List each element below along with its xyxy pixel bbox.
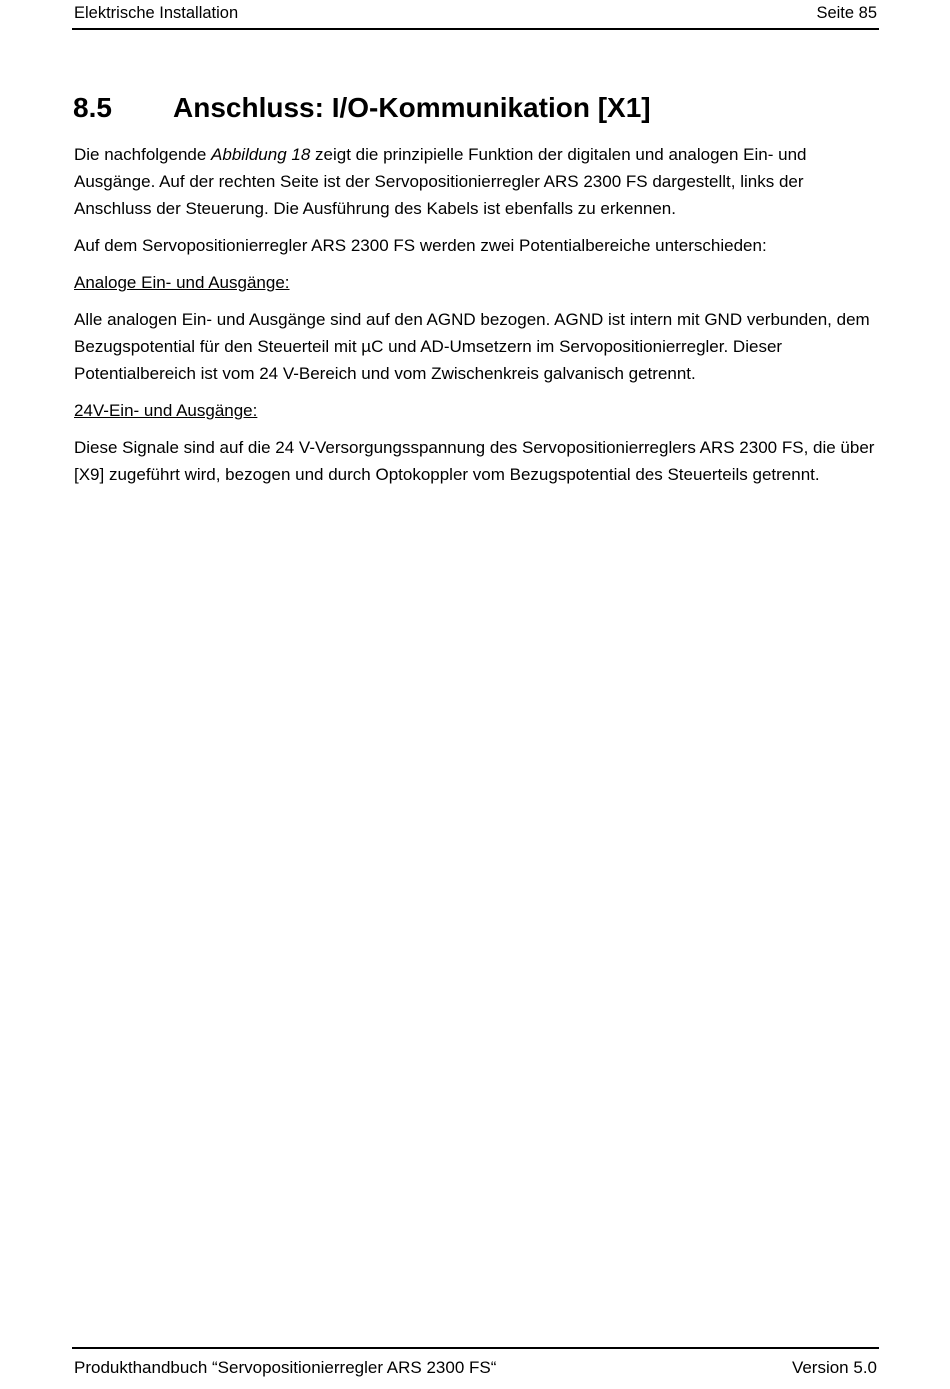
header-page-number: Seite 85	[816, 4, 877, 22]
intro-text-start: Die nachfolgende	[74, 145, 212, 164]
figure-reference: Abbildung 18	[211, 145, 311, 164]
section-title: Anschluss: I/O-Kommunikation [X1]	[173, 92, 651, 123]
page-content	[74, 141, 884, 498]
potential-areas-paragraph: Auf dem Servopositionierregler ARS 2300 FS werden zwei Potentialbereiche unterschieden:	[74, 236, 767, 255]
section-number: 8.5	[73, 92, 112, 123]
page-footer	[72, 1347, 879, 1389]
intro-paragraph	[74, 141, 884, 222]
footer-version: Version 5.0	[791, 1358, 877, 1377]
analog-io-subheading: Analoge Ein- und Ausgänge:	[74, 273, 290, 292]
digital-24v-io-subheading: 24V-Ein- und Ausgänge:	[74, 401, 258, 420]
header-chapter-title: Elektrische Installation	[74, 4, 239, 22]
page-header	[72, 0, 879, 30]
analog-io-paragraph: Alle analogen Ein- und Ausgänge sind auf den AGND bezogen. AGND ist intern mit GND verbunden, dem Bezugspotential für den Steuerteil mit µC und AD-Umsetzern im Servopositionierregler. Dieser Potentialbereich ist vom 24 V-Bereich und vom Zwischenkreis galvanisch getrennt.	[74, 310, 870, 383]
intro-text-end: zeigt die prinzipielle Funktion der digitalen und analogen Ein- und Ausgänge. Auf der rechten Seite ist der Servopositionierregler ARS 2300 FS dargestellt, links der Anschluss der Steuerung. Die Ausführung des Kabels ist ebenfalls zu erkennen.	[74, 145, 807, 218]
footer-manual-title: Produkthandbuch “Servopositionierregler ARS 2300 FS“	[74, 1358, 497, 1377]
section-heading	[73, 92, 651, 124]
digital-24v-io-paragraph: Diese Signale sind auf die 24 V-Versorgungsspannung des Servopositionierreglers ARS 2300 FS, die über [X9] zugeführt wird, bezogen und durch Optokoppler vom Bezugspotential des Steuerteils getrennt.	[74, 438, 875, 484]
